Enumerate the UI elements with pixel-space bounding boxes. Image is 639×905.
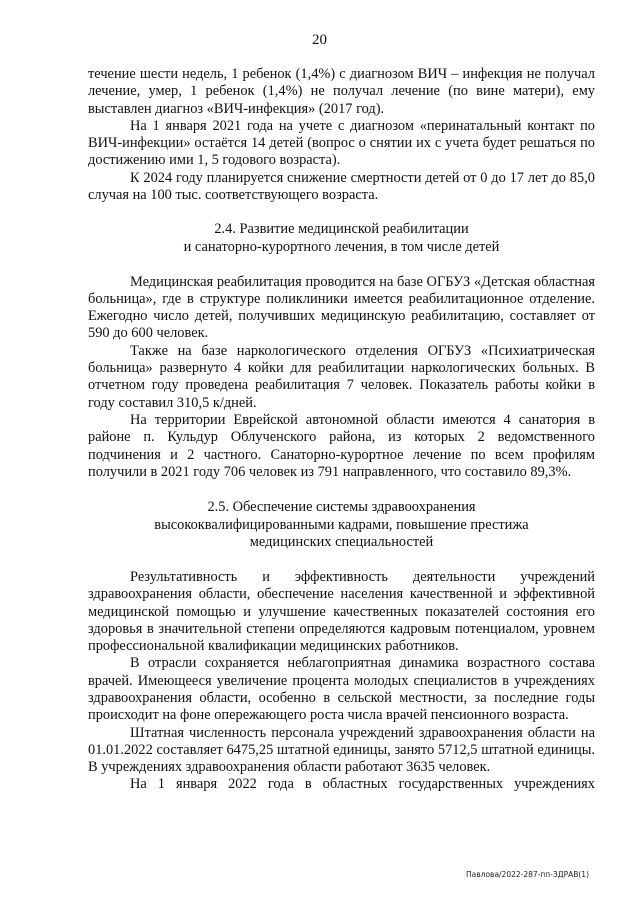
paragraph: Медицинская реабилитация проводится на базе ОГБУЗ «Детская областная больница», где в структуре поликлиники имеется реабилитационное отделение. Ежегодно число детей, получивших медицинскую реабилитацию, составляет от 590 до 600 человек. [88, 273, 595, 342]
heading-line: медицинских специальностей [249, 534, 434, 551]
page-number: 20 [312, 32, 327, 48]
paragraph: На территории Еврейской автономной области имеются 4 санатория в районе п. Кульдур Облученского района, из которых 2 ведомственного подчинения и 2 частного. Санаторно-курортное лечение по всем профилям получили в 2021 году 706 человек из 791 направленного, что составило 89,3%. [88, 411, 595, 480]
paragraph: К 2024 году планируется снижение смертности детей от 0 до 17 лет до 85,0 случая на 100 тыс. соответствующего возраста. [88, 169, 595, 204]
heading-line: 2.5. Обеспечение системы здравоохранения [207, 499, 476, 516]
section-heading-2-5 [88, 499, 595, 552]
section-heading-2-4 [88, 221, 595, 256]
paragraph-continuation: течение шести недель, 1 ребенок (1,4%) с диагнозом ВИЧ – инфекция не получал лечение, умер, 1 ребенок (1,4%) не получал лечение (по вине матери), ему выставлен диагноз «ВИЧ-инфекция» (2017 год). [88, 66, 595, 117]
paragraph: Штатная численность персонала учреждений здравоохранения области на 01.01.2022 составляет 6475,25 штатной единицы, занято 5712,5 штатной единицы. В учреждениях здравоохранения области работают 3635 человек. [88, 724, 595, 776]
paragraph: На 1 января 2022 года в областных государственных учреждениях [130, 776, 595, 793]
paragraph: В отрасли сохраняется неблагоприятная динамика возрастного состава врачей. Имеющееся увеличение процента молодых специалистов в учреждениях здравоохранения области, особенно в сельской местности, за последние годы происходит на фоне опережающего роста числа врачей пенсионного возраста. [88, 655, 595, 724]
paragraph: Также на базе наркологического отделения ОГБУЗ «Психиатрическая больница» развернуто 4 койки для реабилитации наркологических больных. В отчетном году проведена реабилитация 7 человек. Показатель работы койки в году составил 310,5 к/дней. [88, 342, 595, 411]
paragraph: Результативность и эффективность деятельности учреждений здравоохранения области, обеспечение населения качественной и эффективной медицинской помощью и улучшение качественных показателей состояния его здоровья в значительной степени определяются кадровым потенциалом, уровнем профессиональной квалификации медицинских работников. [88, 568, 595, 655]
document-body [88, 66, 595, 794]
heading-line: и санаторно-курортного лечения, в том числе детей [183, 238, 500, 255]
heading-line: 2.4. Развитие медицинской реабилитации [214, 221, 469, 238]
heading-line: высококвалифицированными кадрами, повышение престижа [154, 516, 529, 533]
document-code-footer: Павлова/2022-287-пп-ЗДРАВ(1) [466, 870, 589, 879]
paragraph: На 1 января 2021 года на учете с диагнозом «перинатальный контакт по ВИЧ-инфекции» остаётся 14 детей (вопрос о снятии их с учета будет решаться по достижению ими 1, 5 годового возраста). [88, 117, 595, 169]
